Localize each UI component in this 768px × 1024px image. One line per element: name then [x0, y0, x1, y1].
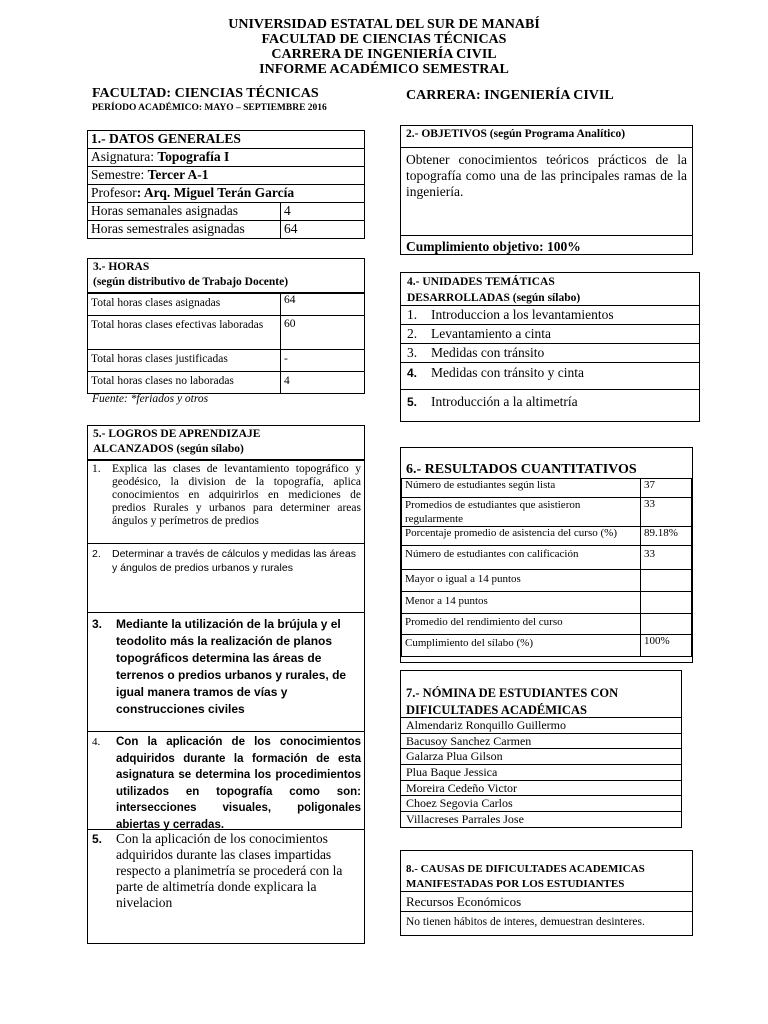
- causas-section: [400, 850, 693, 936]
- logro-item: 3. Mediante la utilización de la brújula y el teodolito más la realización de planos topográficos determina las áreas de terrenos o predios urbanos y rurales, de igual manera tramos de vías y construcciones civiles: [88, 613, 364, 732]
- nomina-section: [400, 670, 682, 828]
- horas-semanales-value: 4: [281, 203, 365, 221]
- resultado-label: Número de estudiantes con calificación: [402, 546, 641, 570]
- logro-item: 5. Con la aplicación de los conocimientos adquiridos durante las clases impartidas respecto a planimetría se procederá con la parte de altimetría donde explicara la nivelacion: [92, 831, 343, 910]
- resultados-title: 6.- RESULTADOS CUANTITATIVOS: [406, 462, 637, 477]
- nomina-list: [401, 718, 681, 828]
- resultado-value: 37: [641, 479, 692, 498]
- resultados-table: [401, 478, 692, 657]
- datos-generales-table: [87, 130, 365, 239]
- horas-subtitle: (según distributivo de Trabajo Docente): [93, 276, 289, 288]
- semestre-row: Semestre: Tercer A-1: [88, 167, 365, 185]
- resultado-label: Menor a 14 puntos: [402, 592, 641, 614]
- student-row: Plua Baque Jessica: [401, 765, 681, 781]
- resultado-label: Porcentaje promedio de asistencia del curso (%): [402, 527, 641, 546]
- unidad-item: 5. Introducción a la altimetría: [407, 394, 578, 409]
- career-name: CARRERA DE INGENIERÍA CIVIL: [271, 47, 497, 62]
- student-row: Bacusoy Sanchez Carmen: [401, 734, 681, 750]
- facultad-label: FACULTAD: CIENCIAS TÉCNICAS: [92, 86, 319, 101]
- unidad-item: 4. Medidas con tránsito y cinta: [401, 363, 699, 390]
- student-row: Galarza Plua Gilson: [401, 749, 681, 765]
- unidades-section: [400, 272, 700, 422]
- causas-title: 8.- CAUSAS DE DIFICULTADES ACADEMICAS: [406, 863, 645, 875]
- horas-table: [87, 293, 365, 394]
- resultado-label: Mayor o igual a 14 puntos: [402, 570, 641, 592]
- logro-item: 2. Determinar a través de cálculos y medidas las áreas y ángulos de predios urbanos y rurales: [88, 544, 364, 613]
- nomina-subtitle: DIFICULTADES ACADÉMICAS: [406, 703, 587, 717]
- profesor-row: Profesor: Arq. Miguel Terán García: [88, 185, 365, 203]
- horas-semestrales-value: 64: [281, 221, 365, 239]
- resultados-section: [400, 447, 693, 663]
- resultado-value: 89.18%: [641, 527, 692, 546]
- horas-row-label: Total horas clases no laboradas: [88, 372, 281, 394]
- resultado-value: [641, 614, 692, 635]
- resultado-value: 33: [641, 498, 692, 527]
- horas-semestrales-label: Horas semestrales asignadas: [88, 221, 281, 239]
- resultado-label: Número de estudiantes según lista: [402, 479, 641, 498]
- unidad-item: 1. Introduccion a los levantamientos: [401, 306, 699, 325]
- nomina-title: 7.- NÓMINA DE ESTUDIANTES CON: [406, 686, 619, 700]
- logros-title: 5.- LOGROS DE APRENDIZAJE: [93, 428, 261, 440]
- resultado-label: Promedios de estudiantes que asistieron regularmente: [402, 498, 641, 527]
- faculty-name: FACULTAD DE CIENCIAS TÉCNICAS: [261, 32, 507, 47]
- unidad-item: 3. Medidas con tránsito: [401, 344, 699, 363]
- resultado-value: 33: [641, 546, 692, 570]
- horas-row-label: Total horas clases asignadas: [88, 294, 281, 316]
- datos-generales-title: 1.- DATOS GENERALES: [88, 131, 365, 149]
- objetivos-title: 2.- OBJETIVOS (según Programa Analítico): [401, 126, 692, 148]
- causa-item: Recursos Económicos: [401, 892, 692, 912]
- unidades-subtitle: DESARROLLADAS (según sílabo): [407, 292, 581, 304]
- student-row: Almendariz Ronquillo Guillermo: [401, 718, 681, 734]
- periodo-label: PERÍODO ACADÉMICO: MAYO – SEPTIEMBRE 2016: [92, 103, 327, 113]
- resultado-label: Promedio del rendimiento del curso: [402, 614, 641, 635]
- logros-title-box: [87, 425, 365, 460]
- horas-row-value: 4: [281, 372, 365, 394]
- unidad-item: 2. Levantamiento a cinta: [401, 325, 699, 344]
- resultado-value: [641, 570, 692, 592]
- causa-item: No tienen hábitos de interes, demuestran desinteres.: [406, 916, 645, 928]
- horas-title-box: [87, 258, 365, 293]
- unidades-title: 4.- UNIDADES TEMÁTICAS: [407, 276, 555, 288]
- student-row: Villacreses Parrales Jose: [406, 812, 524, 827]
- horas-row-label: Total horas clases justificadas: [88, 350, 281, 372]
- asignatura-row: Asignatura: Topografía I: [88, 149, 365, 167]
- logros-subtitle: ALCANZADOS (según sílabo): [93, 443, 244, 455]
- resultado-value: [641, 592, 692, 614]
- objetivos-text: Obtener conocimientos teóricos prácticos de la topografía como una de las principales ramas de la ingeniería.: [401, 148, 692, 236]
- horas-semanales-label: Horas semanales asignadas: [88, 203, 281, 221]
- cumplimiento-objetivo: Cumplimiento objetivo: 100%: [406, 239, 581, 254]
- horas-row-label: Total horas clases efectivas laboradas: [88, 316, 281, 350]
- horas-row-value: 60: [281, 316, 365, 350]
- horas-title: 3.- HORAS: [93, 261, 150, 273]
- carrera-label: CARRERA: INGENIERÍA CIVIL: [406, 88, 614, 103]
- horas-row-value: 64: [281, 294, 365, 316]
- horas-row-value: -: [281, 350, 365, 372]
- logro-item: 4. Con la aplicación de los conocimientos adquiridos durante la formación de esta asignatura se determina los procedimientos utilizados en topografía como son: intersecciones visuales, poligonales abiertas y cerradas.: [88, 732, 364, 830]
- university-name: UNIVERSIDAD ESTATAL DEL SUR DE MANABÍ: [228, 17, 540, 32]
- resultado-label: Cumplimiento del sílabo (%): [402, 635, 641, 657]
- student-row: Choez Segovia Carlos: [401, 796, 681, 812]
- causas-subtitle: MANIFESTADAS POR LOS ESTUDIANTES: [406, 878, 625, 890]
- resultado-value: 100%: [641, 635, 692, 657]
- logros-list: [87, 460, 365, 944]
- student-row: Moreira Cedeño Victor: [401, 781, 681, 797]
- logro-item: 1. Explica las clases de levantamiento topográfico y geodésico, la division de la topografía, aplica conocimientos en adquirirlos en mediciones de predios Rurales y urbanos para determiner areas ángulos y perímetros de predios: [88, 461, 364, 544]
- objetivos-section: [400, 125, 693, 255]
- report-title: INFORME ACADÉMICO SEMESTRAL: [259, 62, 509, 77]
- horas-fuente: Fuente: *feriados y otros: [92, 393, 209, 405]
